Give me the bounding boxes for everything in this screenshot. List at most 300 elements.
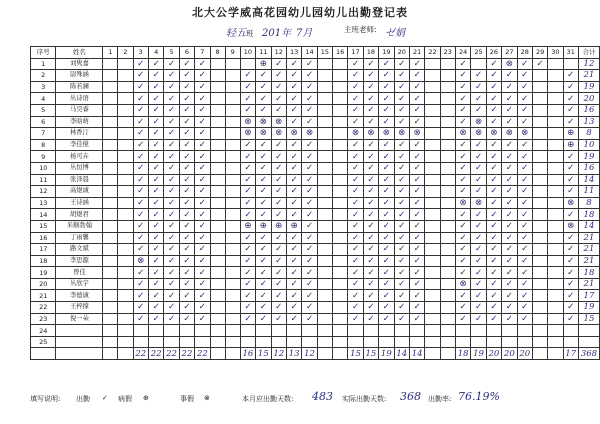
attendance-cell	[548, 290, 563, 302]
row-total: 19	[578, 81, 599, 93]
present-mark-icon: ✓	[517, 174, 532, 186]
attendance-cell	[440, 174, 455, 186]
present-mark-icon: ✓	[302, 290, 317, 302]
attendance-cell	[210, 139, 225, 151]
attendance-cell	[333, 197, 348, 209]
attendance-cell	[225, 255, 240, 267]
attendance-cell	[502, 325, 517, 337]
attendance-cell	[118, 220, 133, 232]
row-total: 19	[578, 151, 599, 163]
table-row	[31, 267, 600, 279]
leave-mark-icon: ⊗	[379, 128, 394, 140]
attendance-cell	[425, 302, 440, 314]
attendance-cell	[548, 220, 563, 232]
attendance-cell	[440, 267, 455, 279]
header-day: 13	[286, 47, 301, 59]
present-mark-icon: ✓	[471, 290, 486, 302]
present-mark-icon: ✓	[379, 58, 394, 70]
attendance-cell	[179, 325, 194, 337]
attendance-cell	[133, 325, 148, 337]
attendance-cell	[440, 278, 455, 290]
sick-mark-icon: ⊕	[256, 220, 271, 232]
present-mark-icon: ✓	[133, 244, 148, 256]
leave-mark-icon: ⊗	[271, 128, 286, 140]
present-mark-icon: ✓	[348, 244, 363, 256]
table-row	[31, 313, 600, 325]
attendance-cell	[440, 313, 455, 325]
present-mark-icon: ✓	[179, 93, 194, 105]
attendance-cell	[225, 267, 240, 279]
present-mark-icon: ✓	[379, 209, 394, 221]
present-mark-icon: ✓	[195, 139, 210, 151]
leave-mark-icon: ⊗	[348, 128, 363, 140]
attendance-cell	[317, 232, 332, 244]
present-mark-icon: ✓	[179, 197, 194, 209]
attendance-table	[30, 46, 600, 360]
student-name: 路文斌	[56, 244, 103, 256]
present-mark-icon: ✓	[502, 209, 517, 221]
attendance-cell	[210, 255, 225, 267]
present-mark-icon: ✓	[179, 174, 194, 186]
present-mark-icon: ✓	[348, 139, 363, 151]
present-mark-icon: ✓	[394, 313, 409, 325]
attendance-cell	[548, 336, 563, 348]
leave-mark-icon: ⊗	[563, 197, 578, 209]
present-mark-icon: ✓	[179, 255, 194, 267]
attendance-cell	[118, 70, 133, 82]
student-name: 杨可卉	[56, 151, 103, 163]
present-mark-icon: ✓	[502, 162, 517, 174]
present-mark-icon: ✓	[471, 255, 486, 267]
teacher-label: 主班老师:	[344, 25, 377, 34]
attendance-cell	[103, 128, 118, 140]
present-mark-icon: ✓	[286, 93, 301, 105]
attendance-cell	[548, 151, 563, 163]
present-mark-icon: ✓	[195, 302, 210, 314]
present-mark-icon: ✓	[379, 278, 394, 290]
present-mark-icon: ✓	[502, 232, 517, 244]
attendance-cell	[210, 70, 225, 82]
header-row	[31, 47, 600, 59]
row-index: 17	[31, 244, 56, 256]
student-name: 曾佳	[56, 267, 103, 279]
table-row	[31, 139, 600, 151]
present-mark-icon: ✓	[563, 209, 578, 221]
row-index: 21	[31, 290, 56, 302]
attendance-cell	[210, 128, 225, 140]
present-mark-icon: ✓	[455, 302, 470, 314]
present-mark-icon: ✓	[563, 244, 578, 256]
row-index: 23	[31, 313, 56, 325]
expected-days-label: 本月应出勤天数:	[242, 395, 294, 403]
present-mark-icon: ✓	[409, 70, 424, 82]
row-index: 10	[31, 162, 56, 174]
present-mark-icon: ✓	[164, 278, 179, 290]
present-mark-icon: ✓	[164, 302, 179, 314]
present-mark-icon: ✓	[363, 255, 378, 267]
attendance-cell	[118, 58, 133, 70]
present-mark-icon: ✓	[256, 313, 271, 325]
present-mark-icon: ✓	[133, 209, 148, 221]
attendance-cell	[548, 325, 563, 337]
row-total: 21	[578, 70, 599, 82]
row-index: 8	[31, 139, 56, 151]
present-mark-icon: ✓	[240, 139, 255, 151]
legend-sick-label: 病假	[118, 395, 132, 403]
header-day: 31	[563, 47, 578, 59]
attendance-cell	[532, 302, 547, 314]
attendance-cell	[532, 267, 547, 279]
student-name: 林香汀	[56, 128, 103, 140]
grand-total: 368	[578, 348, 599, 360]
present-mark-icon: ✓	[195, 313, 210, 325]
present-mark-icon: ✓	[394, 151, 409, 163]
leave-mark-icon: ⊗	[517, 128, 532, 140]
present-mark-icon: ✓	[256, 244, 271, 256]
attendance-cell	[425, 81, 440, 93]
attendance-cell	[103, 325, 118, 337]
present-mark-icon: ✓	[271, 104, 286, 116]
daily-total: 16	[240, 348, 255, 360]
present-mark-icon: ✓	[179, 232, 194, 244]
present-mark-icon: ✓	[286, 116, 301, 128]
row-index: 22	[31, 302, 56, 314]
present-mark-icon: ✓	[302, 58, 317, 70]
attendance-cell	[317, 244, 332, 256]
header-total: 合计	[578, 47, 599, 59]
teacher-value: ゼ娟	[385, 28, 405, 39]
present-mark-icon: ✓	[455, 290, 470, 302]
present-mark-icon: ✓	[348, 278, 363, 290]
present-mark-icon: ✓	[271, 70, 286, 82]
present-mark-icon: ✓	[363, 290, 378, 302]
attendance-cell	[517, 336, 532, 348]
row-total: 13	[578, 116, 599, 128]
present-mark-icon: ✓	[148, 302, 163, 314]
attendance-cell	[118, 197, 133, 209]
present-mark-icon: ✓	[133, 174, 148, 186]
leave-mark-icon: ⊗	[204, 394, 210, 402]
attendance-cell	[394, 336, 409, 348]
present-mark-icon: ✓	[164, 267, 179, 279]
row-total: 21	[578, 244, 599, 256]
present-mark-icon: ✓	[256, 267, 271, 279]
present-mark-icon: ✓	[302, 302, 317, 314]
present-mark-icon: ✓	[195, 174, 210, 186]
present-mark-icon: ✓	[486, 93, 501, 105]
present-mark-icon: ✓	[379, 116, 394, 128]
present-mark-icon: ✓	[394, 267, 409, 279]
present-mark-icon: ✓	[363, 81, 378, 93]
present-mark-icon: ✓	[486, 139, 501, 151]
attendance-cell	[532, 220, 547, 232]
present-mark-icon: ✓	[486, 174, 501, 186]
present-mark-icon: ✓	[379, 81, 394, 93]
present-mark-icon: ✓	[164, 255, 179, 267]
present-mark-icon: ✓	[256, 93, 271, 105]
present-mark-icon: ✓	[133, 58, 148, 70]
present-mark-icon: ✓	[286, 104, 301, 116]
table-row	[31, 81, 600, 93]
present-mark-icon: ✓	[179, 302, 194, 314]
present-mark-icon: ✓	[133, 220, 148, 232]
present-mark-icon: ✓	[271, 209, 286, 221]
row-total: 18	[578, 267, 599, 279]
present-mark-icon: ✓	[409, 116, 424, 128]
present-mark-icon: ✓	[148, 139, 163, 151]
attendance-cell	[103, 81, 118, 93]
attendance-cell	[103, 151, 118, 163]
present-mark-icon: ✓	[379, 255, 394, 267]
leave-mark-icon: ⊗	[133, 255, 148, 267]
attendance-cell	[333, 336, 348, 348]
present-mark-icon: ✓	[363, 151, 378, 163]
daily-total: 22	[148, 348, 163, 360]
row-total: 10	[578, 139, 599, 151]
present-mark-icon: ✓	[486, 278, 501, 290]
present-mark-icon: ✓	[455, 220, 470, 232]
attendance-cell	[333, 313, 348, 325]
table-row	[31, 151, 600, 163]
table-row	[31, 128, 600, 140]
attendance-cell	[471, 58, 486, 70]
present-mark-icon: ✓	[563, 186, 578, 198]
header-day: 23	[440, 47, 455, 59]
present-mark-icon: ✓	[133, 104, 148, 116]
daily-total: 15	[256, 348, 271, 360]
attendance-cell	[440, 104, 455, 116]
present-mark-icon: ✓	[409, 267, 424, 279]
leave-mark-icon: ⊗	[563, 220, 578, 232]
attendance-cell	[440, 290, 455, 302]
present-mark-icon: ✓	[240, 255, 255, 267]
attendance-cell	[225, 128, 240, 140]
present-mark-icon: ✓	[256, 104, 271, 116]
present-mark-icon: ✓	[486, 232, 501, 244]
present-mark-icon: ✓	[133, 162, 148, 174]
daily-total: 22	[195, 348, 210, 360]
present-mark-icon: ✓	[348, 162, 363, 174]
attendance-cell	[118, 336, 133, 348]
attendance-cell	[317, 290, 332, 302]
present-mark-icon: ✓	[471, 302, 486, 314]
present-mark-icon: ✓	[302, 93, 317, 105]
attendance-cell	[440, 186, 455, 198]
attendance-cell	[440, 162, 455, 174]
attendance-cell	[548, 209, 563, 221]
header-day: 27	[502, 47, 517, 59]
present-mark-icon: ✓	[363, 58, 378, 70]
present-mark-icon: ✓	[363, 220, 378, 232]
present-mark-icon: ✓	[256, 70, 271, 82]
present-mark-icon: ✓	[394, 186, 409, 198]
attendance-cell	[225, 93, 240, 105]
student-name: 王梓撑	[56, 302, 103, 314]
present-mark-icon: ✓	[102, 394, 108, 402]
present-mark-icon: ✓	[302, 139, 317, 151]
present-mark-icon: ✓	[148, 267, 163, 279]
present-mark-icon: ✓	[164, 290, 179, 302]
attendance-cell	[333, 81, 348, 93]
present-mark-icon: ✓	[486, 81, 501, 93]
present-mark-icon: ✓	[240, 104, 255, 116]
attendance-cell	[440, 220, 455, 232]
present-mark-icon: ✓	[271, 186, 286, 198]
attendance-cell	[302, 336, 317, 348]
present-mark-icon: ✓	[302, 232, 317, 244]
present-mark-icon: ✓	[302, 174, 317, 186]
attendance-cell	[333, 162, 348, 174]
present-mark-icon: ✓	[348, 220, 363, 232]
attendance-cell	[532, 70, 547, 82]
present-mark-icon: ✓	[502, 244, 517, 256]
row-index: 11	[31, 174, 56, 186]
row-index: 20	[31, 278, 56, 290]
legend-label: 填写说明:	[30, 395, 61, 403]
table-row	[31, 278, 600, 290]
present-mark-icon: ✓	[409, 197, 424, 209]
header-day: 14	[302, 47, 317, 59]
attendance-cell	[440, 197, 455, 209]
present-mark-icon: ✓	[286, 278, 301, 290]
header-day: 10	[240, 47, 255, 59]
present-mark-icon: ✓	[348, 70, 363, 82]
header-day: 17	[348, 47, 363, 59]
present-mark-icon: ✓	[348, 197, 363, 209]
present-mark-icon: ✓	[563, 93, 578, 105]
present-mark-icon: ✓	[502, 81, 517, 93]
row-index: 9	[31, 151, 56, 163]
daily-total: 22	[164, 348, 179, 360]
present-mark-icon: ✓	[532, 58, 547, 70]
present-mark-icon: ✓	[471, 93, 486, 105]
table-row	[31, 244, 600, 256]
present-mark-icon: ✓	[195, 186, 210, 198]
table-row	[31, 197, 600, 209]
present-mark-icon: ✓	[148, 93, 163, 105]
attendance-cell	[440, 139, 455, 151]
header-day: 15	[317, 47, 332, 59]
page-title: 北大公学威高花园幼儿园幼儿出勤登记表	[192, 6, 408, 19]
present-mark-icon: ✓	[348, 93, 363, 105]
attendance-cell	[548, 128, 563, 140]
attendance-cell	[103, 244, 118, 256]
present-mark-icon: ✓	[363, 104, 378, 116]
attendance-cell	[440, 209, 455, 221]
table-row	[31, 290, 600, 302]
attendance-cell	[210, 93, 225, 105]
present-mark-icon: ✓	[302, 244, 317, 256]
present-mark-icon: ✓	[471, 209, 486, 221]
header-index: 序号	[31, 47, 56, 59]
attendance-cell	[317, 255, 332, 267]
present-mark-icon: ✓	[195, 58, 210, 70]
daily-total: 19	[471, 348, 486, 360]
present-mark-icon: ✓	[486, 186, 501, 198]
table-row	[31, 174, 600, 186]
attendance-cell	[425, 151, 440, 163]
leave-mark-icon: ⊗	[455, 197, 470, 209]
present-mark-icon: ✓	[302, 313, 317, 325]
present-mark-icon: ✓	[486, 244, 501, 256]
present-mark-icon: ✓	[409, 244, 424, 256]
attendance-cell	[118, 139, 133, 151]
attendance-cell	[210, 116, 225, 128]
attendance-cell	[333, 209, 348, 221]
present-mark-icon: ✓	[256, 151, 271, 163]
attendance-cell	[440, 128, 455, 140]
present-mark-icon: ✓	[379, 220, 394, 232]
present-mark-icon: ✓	[394, 197, 409, 209]
present-mark-icon: ✓	[455, 151, 470, 163]
attendance-cell	[118, 302, 133, 314]
row-index: 6	[31, 116, 56, 128]
present-mark-icon: ✓	[179, 58, 194, 70]
row-total: 14	[578, 220, 599, 232]
table-row	[31, 220, 600, 232]
attendance-cell	[333, 139, 348, 151]
student-name: 李思源	[56, 255, 103, 267]
attendance-cell	[195, 325, 210, 337]
attendance-cell	[103, 104, 118, 116]
attendance-cell	[548, 81, 563, 93]
attendance-cell	[225, 58, 240, 70]
present-mark-icon: ✓	[455, 267, 470, 279]
sick-mark-icon: ⊕	[143, 394, 149, 402]
attendance-cell	[118, 244, 133, 256]
present-mark-icon: ✓	[195, 267, 210, 279]
present-mark-icon: ✓	[394, 244, 409, 256]
attendance-cell	[548, 302, 563, 314]
attendance-cell	[225, 313, 240, 325]
attendance-cell	[317, 197, 332, 209]
attendance-cell	[118, 290, 133, 302]
attendance-cell	[532, 186, 547, 198]
attendance-cell	[225, 197, 240, 209]
present-mark-icon: ✓	[455, 70, 470, 82]
present-mark-icon: ✓	[517, 58, 532, 70]
attendance-cell	[563, 336, 578, 348]
present-mark-icon: ✓	[409, 232, 424, 244]
attendance-cell	[118, 209, 133, 221]
leave-mark-icon: ⊗	[240, 116, 255, 128]
present-mark-icon: ✓	[348, 186, 363, 198]
daily-total	[317, 348, 332, 360]
present-mark-icon: ✓	[394, 139, 409, 151]
present-mark-icon: ✓	[471, 220, 486, 232]
row-index: 12	[31, 186, 56, 198]
present-mark-icon: ✓	[379, 313, 394, 325]
present-mark-icon: ✓	[471, 244, 486, 256]
header-day: 8	[210, 47, 225, 59]
present-mark-icon: ✓	[502, 151, 517, 163]
attendance-cell	[210, 325, 225, 337]
daily-total	[118, 348, 133, 360]
attendance-cell	[225, 290, 240, 302]
present-mark-icon: ✓	[502, 267, 517, 279]
present-mark-icon: ✓	[271, 162, 286, 174]
present-mark-icon: ✓	[471, 104, 486, 116]
present-mark-icon: ✓	[502, 186, 517, 198]
attendance-cell	[425, 325, 440, 337]
present-mark-icon: ✓	[455, 232, 470, 244]
present-mark-icon: ✓	[164, 244, 179, 256]
present-mark-icon: ✓	[271, 244, 286, 256]
attendance-cell	[317, 128, 332, 140]
attendance-cell	[210, 232, 225, 244]
attendance-cell	[317, 302, 332, 314]
attendance-cell	[532, 174, 547, 186]
